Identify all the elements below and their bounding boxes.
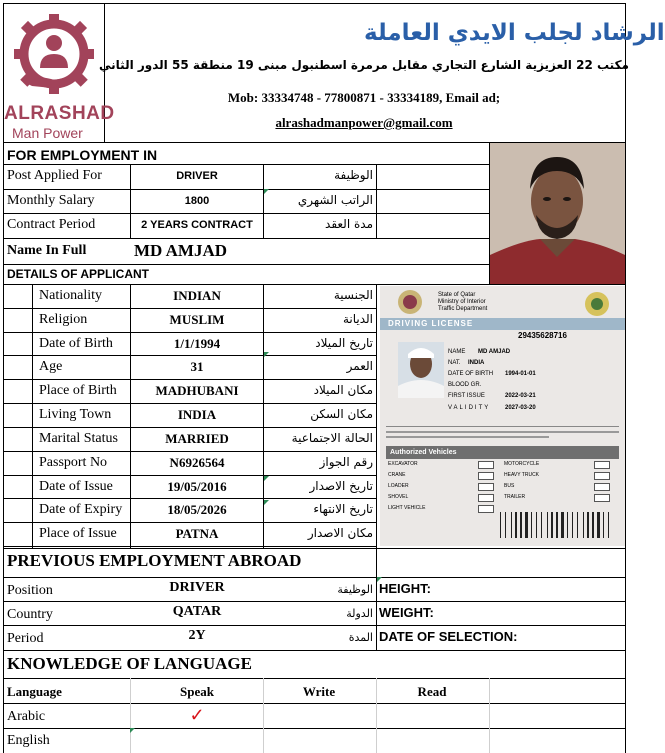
detail-label-ar: مكان الميلاد	[313, 383, 373, 397]
col-line	[376, 164, 377, 238]
col-line	[130, 284, 131, 548]
cell-marker	[264, 476, 269, 481]
company-email[interactable]: alrashadmanpower@gmail.com	[275, 115, 453, 130]
language-english-label: English	[7, 733, 50, 748]
contract-value: 2 YEARS CONTRACT	[141, 219, 253, 231]
vehicle-checkbox	[478, 472, 494, 480]
detail-value: MUSLIM	[169, 312, 225, 327]
applicant-photo	[490, 143, 625, 284]
detail-value: INDIAN	[173, 288, 221, 303]
salary-label: Monthly Salary	[7, 193, 95, 208]
detail-label-ar: تاريخ الميلاد	[315, 336, 373, 350]
detail-label: Date of Issue	[39, 479, 113, 494]
col-line	[32, 284, 33, 548]
grid-line	[376, 678, 377, 753]
company-name-arabic: الرشاد لجلب الايدي العاملة	[364, 20, 665, 46]
cell-marker	[377, 577, 382, 582]
vehicle-checkbox	[478, 505, 494, 513]
vehicle-type: EXCAVATOR	[388, 461, 418, 467]
license-title: DRIVING LICENSE	[388, 319, 474, 328]
vehicle-checkbox	[478, 483, 494, 491]
cell-marker	[264, 189, 269, 194]
country-label: Country	[7, 607, 53, 622]
cell-marker	[130, 728, 135, 733]
row-line	[3, 238, 489, 239]
row-line	[3, 625, 625, 626]
logo-subtext: Man Power	[12, 125, 83, 141]
grid-line	[489, 678, 490, 753]
height-label: HEIGHT:	[379, 581, 431, 596]
row-line	[3, 164, 489, 165]
detail-label-ar: تاريخ الاصدار	[309, 479, 373, 493]
detail-label: Age	[39, 359, 63, 374]
license-authority: State of Qatar	[438, 292, 476, 298]
vehicle-type: HEAVY TRUCK	[504, 472, 540, 478]
col-line	[376, 284, 377, 548]
language-section-title: KNOWLEDGE OF LANGUAGE	[7, 654, 252, 673]
row-line	[3, 522, 377, 523]
row-line	[3, 650, 625, 651]
detail-value: 18/05/2026	[167, 502, 227, 517]
license-blood-label: BLOOD GR.	[448, 382, 482, 388]
driving-license-image	[380, 286, 625, 546]
col-line	[376, 548, 377, 650]
detail-label: Passport No	[39, 455, 108, 470]
vehicle-type: TRAILER	[504, 494, 526, 500]
gear-hands-icon	[10, 12, 98, 102]
detail-value: 1/1/1994	[173, 336, 221, 351]
vehicle-type: CRANE	[388, 472, 406, 478]
vehicle-checkbox	[594, 472, 610, 480]
row-line	[3, 601, 625, 602]
row-line	[3, 546, 377, 547]
detail-label-ar: مكان الاصدار	[307, 526, 373, 540]
row-line	[3, 284, 625, 285]
previous-section-title: PREVIOUS EMPLOYMENT ABROAD	[7, 551, 302, 570]
row-line	[3, 678, 625, 679]
detail-label: Place of Birth	[39, 383, 117, 398]
row-line	[3, 548, 625, 549]
row-line	[3, 475, 377, 476]
license-first-issue-label: FIRST ISSUE	[448, 393, 485, 399]
row-line	[3, 379, 377, 380]
selection-date-label: DATE OF SELECTION:	[379, 629, 518, 644]
salary-label-ar: الراتب الشهري	[297, 193, 373, 207]
post-label-ar: الوظيفة	[334, 168, 373, 182]
vehicle-checkbox	[594, 483, 610, 491]
license-number: 29435628716	[518, 331, 567, 340]
row-line	[3, 728, 625, 729]
border-right	[625, 3, 626, 753]
vehicle-type: LOADER	[388, 483, 409, 489]
weight-label: WEIGHT:	[379, 605, 434, 620]
position-value: DRIVER	[169, 580, 225, 595]
applicant-section-title: DETAILS OF APPLICANT	[7, 267, 149, 281]
detail-value: PATNA	[175, 526, 219, 541]
row-line	[3, 213, 489, 214]
language-col-header: Language	[7, 684, 62, 699]
speak-col-header: Speak	[180, 684, 214, 699]
border-top	[3, 3, 625, 4]
read-col-header: Read	[417, 684, 447, 699]
row-line	[3, 403, 377, 404]
employment-section-title: FOR EMPLOYMENT IN	[7, 147, 158, 163]
detail-label: Living Town	[39, 407, 112, 422]
country-label-ar: الدولة	[346, 607, 373, 620]
license-nat-label: NAT.	[448, 360, 461, 366]
grid-line	[130, 678, 131, 753]
name-label: Name In Full	[7, 243, 87, 258]
vehicle-checkbox	[594, 461, 610, 469]
country-value: QATAR	[172, 604, 222, 619]
license-photo	[398, 342, 444, 398]
vehicle-checkbox	[594, 494, 610, 502]
row-line	[3, 703, 625, 704]
detail-value: MARRIED	[165, 431, 229, 446]
vehicle-type: BUS	[504, 483, 515, 489]
arabic-speak-check-icon: ✓	[189, 705, 205, 725]
license-text-lines	[386, 426, 619, 442]
detail-label-ar: مكان السكن	[310, 407, 373, 421]
vehicle-type: SHOVEL	[388, 494, 409, 500]
detail-label: Marital Status	[39, 431, 118, 446]
cell-marker	[264, 352, 269, 357]
license-first-issue: 2022-03-21	[505, 393, 536, 399]
position-label-ar: الوظيفة	[337, 583, 373, 596]
vehicles-band	[386, 446, 619, 459]
license-validity-label: VALIDITY	[448, 405, 491, 411]
detail-label-ar: الديانة	[342, 312, 373, 326]
cell-marker	[264, 500, 269, 505]
row-line	[3, 498, 377, 499]
detail-label-ar: تاريخ الانتهاء	[313, 502, 373, 516]
period-value: 2Y	[188, 628, 206, 643]
detail-label: Nationality	[39, 288, 102, 303]
detail-label-ar: الحالة الاجتماعية	[291, 431, 373, 445]
detail-label-ar: الجنسية	[333, 288, 373, 302]
detail-label: Date of Birth	[39, 336, 113, 351]
contract-label-ar: مدة العقد	[325, 217, 373, 231]
license-ministry: Ministry of Interior	[438, 299, 486, 305]
license-barcode	[500, 512, 612, 538]
period-label: Period	[7, 631, 44, 646]
company-logo	[4, 12, 115, 141]
license-dob: 1994-01-01	[505, 371, 536, 377]
col-line	[263, 284, 264, 548]
vehicle-type: LIGHT VEHICLE	[388, 505, 426, 511]
vehicles-label: Authorized Vehicles	[390, 449, 457, 456]
detail-value: MADHUBANI	[155, 383, 239, 398]
company-address-arabic: مكتب 22 العزيزية الشارع التجاري مقابل مرمرة اسطنبول مبنى 19 منطقة 55 الدور الثاني	[99, 58, 629, 72]
col-line	[130, 164, 131, 238]
row-line	[3, 355, 377, 356]
detail-label: Date of Expiry	[39, 502, 123, 517]
license-validity: 2027-03-20	[505, 405, 536, 411]
row-line	[3, 308, 377, 309]
license-name-label: NAME	[448, 349, 466, 355]
row-line	[3, 332, 377, 333]
detail-value: N6926564	[169, 455, 225, 470]
write-col-header: Write	[302, 684, 336, 699]
vehicle-checkbox	[478, 461, 494, 469]
name-value: MD AMJAD	[134, 241, 228, 260]
detail-value: 19/05/2016	[167, 479, 227, 494]
detail-value: 31	[190, 359, 204, 374]
grid-line	[263, 678, 264, 753]
row-line	[3, 577, 625, 578]
vehicle-checkbox	[478, 494, 494, 502]
period-label-ar: المدة	[348, 631, 373, 644]
row-line	[3, 264, 489, 265]
logo-text: ALRASHAD	[4, 103, 115, 124]
post-value: DRIVER	[176, 170, 218, 182]
vehicle-type: MOTORCYCLE	[504, 461, 540, 467]
license-department: Traffic Department	[438, 306, 488, 312]
row-line	[3, 427, 377, 428]
post-label: Post Applied For	[7, 168, 102, 183]
qatar-emblem-icon	[388, 288, 432, 318]
detail-label: Place of Issue	[39, 526, 117, 541]
license-name: MD AMJAD	[478, 349, 511, 355]
language-arabic-label: Arabic	[7, 709, 46, 724]
license-title-band	[380, 318, 625, 330]
salary-value: 1800	[184, 195, 210, 207]
traffic-emblem-icon	[580, 290, 614, 318]
row-line	[3, 189, 489, 190]
company-contact: Mob: 33334748 - 77800871 - 33334189, Email ad;	[227, 90, 501, 105]
detail-label: Religion	[39, 312, 88, 327]
contract-label: Contract Period	[7, 217, 96, 232]
row-line	[3, 451, 377, 452]
col-line	[263, 164, 264, 238]
license-nat: INDIA	[468, 360, 485, 366]
detail-label-ar: العمر	[346, 359, 373, 373]
license-dob-label: DATE OF BIRTH	[448, 371, 494, 377]
position-label: Position	[7, 583, 53, 598]
detail-label-ar: رقم الجواز	[319, 455, 373, 469]
detail-value: INDIA	[177, 407, 217, 422]
